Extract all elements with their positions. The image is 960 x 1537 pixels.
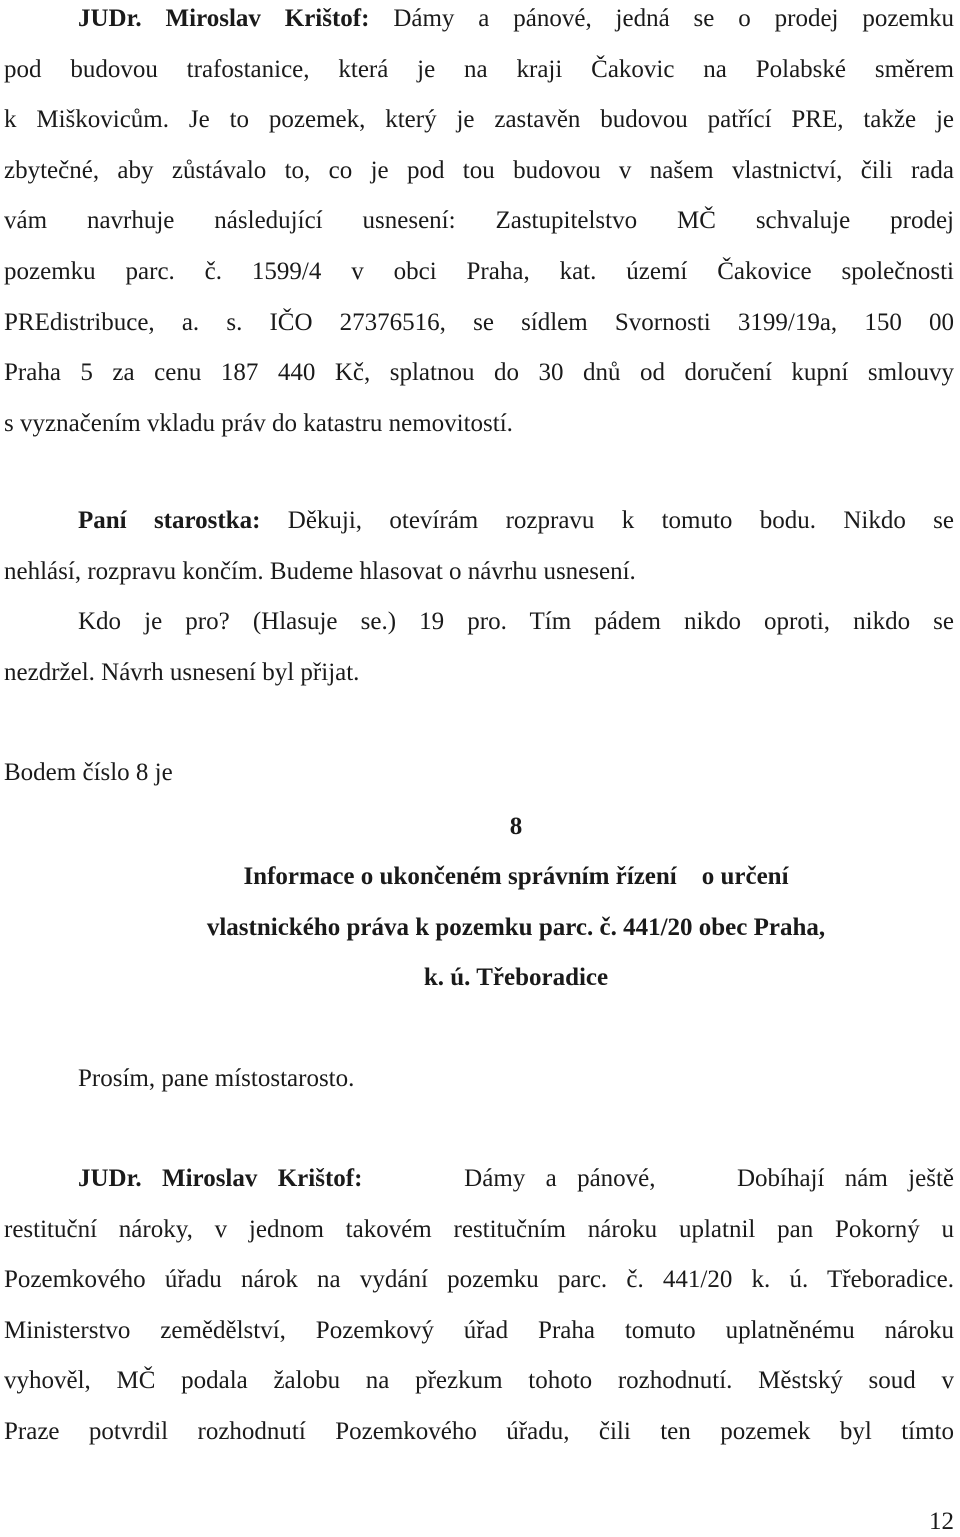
speech-line: pozemku parc. č. 1599/4 v obci Praha, kat. území Čakovice společnosti xyxy=(4,257,954,285)
speech-paragraph-1 xyxy=(4,0,954,449)
page-number: 12 xyxy=(929,1508,954,1535)
title-line: k. ú. Třeboradice xyxy=(423,964,609,991)
speech-line xyxy=(4,1154,954,1205)
agenda-intro: Bodem číslo 8 je xyxy=(4,759,173,786)
speech-line: Pozemkového úřadu nárok na vydání pozemku parc. č. 441/20 k. ú. Třeboradice. xyxy=(4,1266,954,1294)
speech-line: k Miškovicům. Je to pozemek, který je zastavěn budovou patřící PRE, takže je xyxy=(4,106,954,134)
speaker-name: Paní starostka: xyxy=(78,507,261,534)
request-line: Prosím, pane místostarosto. xyxy=(78,1065,355,1092)
speech-text: Dámy a pánové, Dobíhají nám ještě xyxy=(362,1165,954,1192)
speech-line: restituční nároky, v jednom takovém restitučním nároku uplatnil pan Pokorný u xyxy=(4,1215,954,1243)
speech-line xyxy=(4,0,954,45)
speech-line xyxy=(4,597,954,648)
speech-line: Ministerstvo zemědělství, Pozemkový úřad Praha tomuto uplatněnému nároku xyxy=(4,1316,954,1344)
speech-line: zbytečné, aby zůstávalo to, co je pod tou budovou v našem vlastnictví, čili rada xyxy=(4,156,954,184)
speech-line: Praze potvrdil rozhodnutí Pozemkového úřadu, čili ten pozemek byl tímto xyxy=(4,1417,954,1445)
vote-text: Kdo je pro? (Hlasuje se.) 19 pro. Tím pádem nikdo oproti, nikdo se xyxy=(78,608,954,636)
agenda-item-number: 8 xyxy=(509,813,523,840)
speaker-name: JUDr. Miroslav Krištof: xyxy=(78,5,370,32)
agenda-item-title xyxy=(0,852,960,1004)
speech-line: vám navrhuje následující usnesení: Zastupitelstvo MČ schvaluje prodej xyxy=(4,207,954,235)
speech-line: nezdržel. Návrh usnesení byl přijat. xyxy=(4,658,360,686)
speech-line xyxy=(4,496,954,547)
speech-text: Děkuji, otevírám rozpravu k tomuto bodu. Nikdo se xyxy=(260,507,954,534)
speech-line: s vyznačením vkladu práv do katastru nemovitostí. xyxy=(4,409,513,437)
speech-text: Dámy a pánové, jedná se o prodej pozemku xyxy=(369,5,954,32)
speech-line: nehlásí, rozpravu končím. Budeme hlasovat o návrhu usnesení. xyxy=(4,557,636,585)
speaker-name: JUDr. Miroslav Krištof: xyxy=(78,1165,363,1192)
speech-line: vyhověl, MČ podala žalobu na přezkum tohoto rozhodnutí. Městský soud v xyxy=(4,1367,954,1395)
speech-paragraph-3 xyxy=(4,1154,954,1458)
speech-line: PREdistribuce, a. s. IČO 27376516, se sídlem Svornosti 3199/19a, 150 00 xyxy=(4,308,954,336)
title-line: vlastnického práva k pozemku parc. č. 441/20 obec Praha, xyxy=(206,913,826,941)
speech-line: Praha 5 za cenu 187 440 Kč, splatnou do 30 dnů od doručení kupní smlouvy xyxy=(4,359,954,387)
speech-line: pod budovou trafostanice, která je na kraji Čakovic na Polabské směrem xyxy=(4,55,954,83)
title-line: Informace o ukončeném správním řízení o určení xyxy=(243,863,789,890)
speech-paragraph-2 xyxy=(4,496,954,698)
